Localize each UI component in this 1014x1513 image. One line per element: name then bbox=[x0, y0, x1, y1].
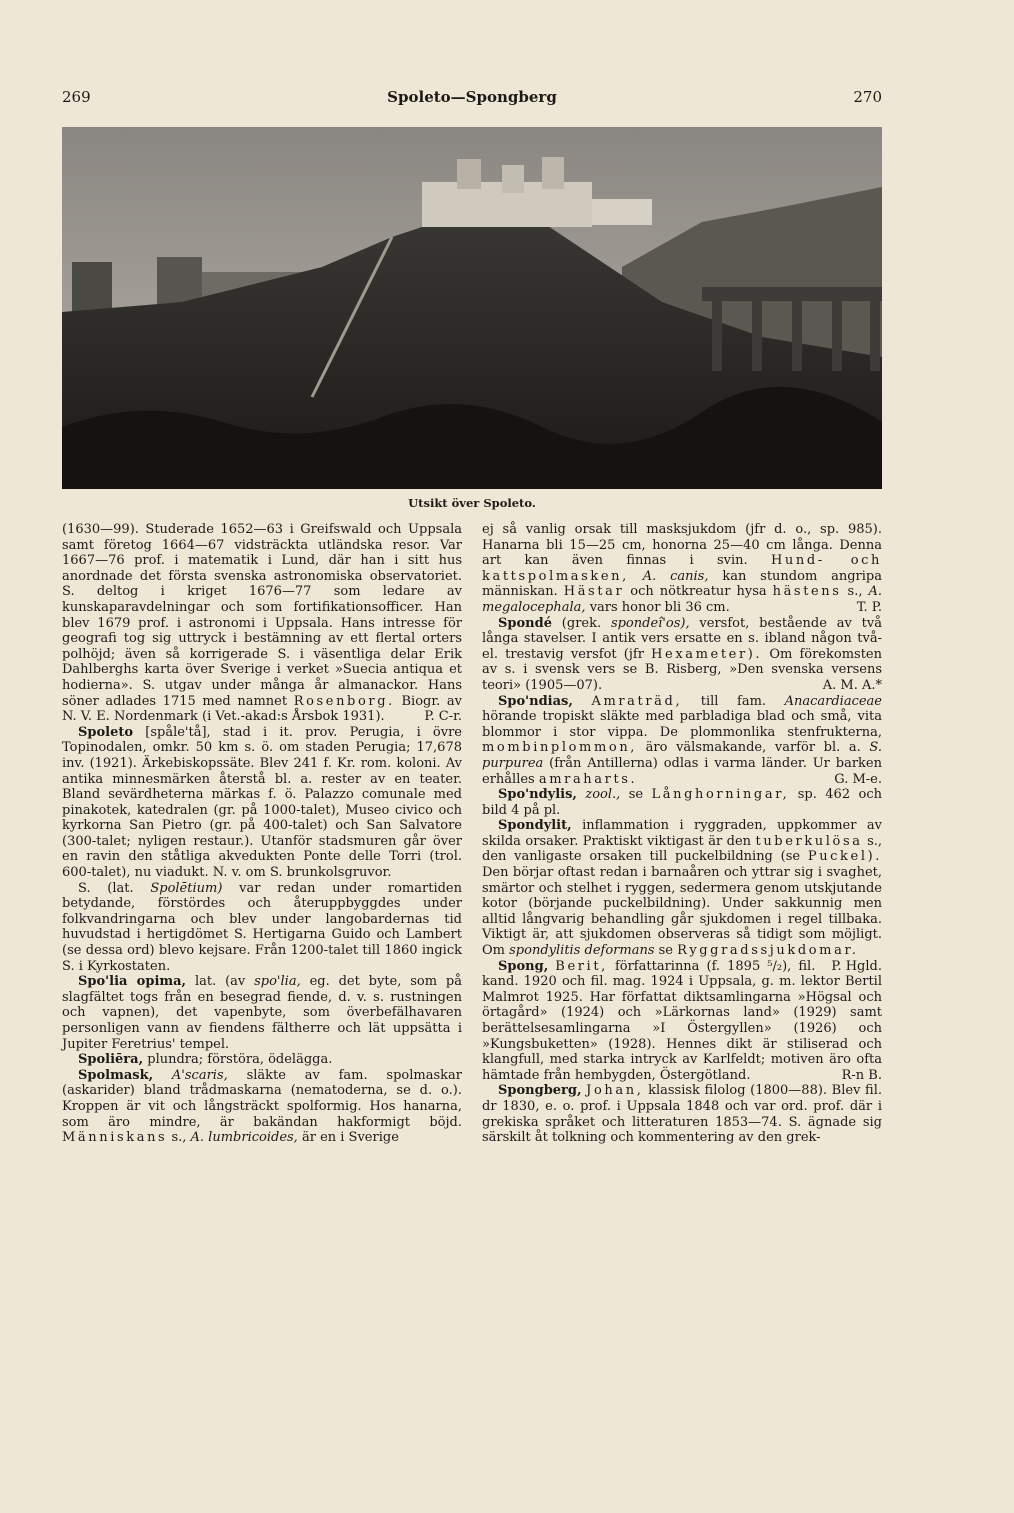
entry-spondylit: Spondylit, inflammation i ryggraden, uppkommer av skilda orsaker. Praktiskt viktigast är den tuberkulösa s., den vanligaste orsaken till puckelbildning (se Puckel). Den börjar oftast redan i barnaåren och yttrar sig i svaghet, smärtor och stelhet i ryggen, sedermera genom utskjutande kotor (börjande puckelbildning). Under sakkunnig men alltid långvarig behandling går sjukdomen i regel tillbaka. Viktigt är, att sjukdomen observeras så tidigt som möjligt. Om spondylitis deformans se Ryggradssjukdomar. P. Hgld. bbox=[482, 818, 882, 974]
left-column bbox=[62, 522, 462, 1146]
entry-spondias: Spo'ndias, Amraträd, till fam. Anacardiaceae hörande tropiskt släkte med parbladiga blad och små, vita blommor i stor vippa. De plommonlika stenfrukterna, mombinplommon, äro välsmakande, varför bl. a. S. purpurea (från Antillerna) odlas i varma länder. Ur barken erhålles amraharts. G. M-e. bbox=[482, 693, 882, 787]
entry-headword: Spo'ndylis, bbox=[498, 787, 577, 803]
entry-headword: Spongberg, bbox=[498, 1083, 582, 1099]
entry-headword: Spoliēra, bbox=[78, 1052, 144, 1068]
entry-spolia-opima: Spo'lia opima, lat. (av spo'lia, eg. det byte, som på slagfältet togs från en besegrad fiende, d. v. s. rustningen och vapnen), det vapenbyte, som överbefälhavaren personligen vann av fiendens fältherre och lät uppsätta i Jupiter Feretrius' tempel. bbox=[62, 974, 462, 1052]
entry-sponde: Spondé (grek. spondeî'os), versfot, bestående av två långa stavelser. I antik vers ersatte en s. ibland någon två- el. trestavig versfot (jfr Hexameter). Om förekomsten av s. i svensk vers se B. Risberg, »Den svenska versens teori» (1905—07). A. M. A.* bbox=[482, 615, 882, 693]
entry-spoleto: Spoleto [spåle'tå], stad i it. prov. Perugia, i övre Topinodalen, omkr. 50 km s. ö. om staden Perugia; 17,678 inv. (1921). Ärkebiskopssäte. Blev 241 f. Kr. rom. koloni. Av antika minnesmärken återstå bl. a. rester av en teater. Bland sevärdheterna märkas f. ö. Palazzo comunale med pinakotek, katedralen (gr. på 1000-talet), Museo civico och kyrkorna San Pietro (gr. på 400-talet) och San Salvatore (300-talet; nyligen restaur.). Utanför stadsmuren går över en ravin den ståtliga akvedukten Ponte delle Torri (trol. 600-talet), nu viadukt. N. v. om S. brunkolsgruvor. bbox=[62, 724, 462, 881]
entry-spong: Spong, Berit, författarinna (f. 1895 ⁵/₂), fil. kand. 1920 och fil. mag. 1924 i Uppsala, g. m. lektor Bertil Malmrot 1925. Har författat diktsamlingarna »Högsal och örtagård» (1924) och »Lärkornas land» (1929) samt berättelsesamlingarna »I Östergyllen» (1926) och »Kungsbuketten» (1928). Hennes dikt är stiliserad och klangfull, med starka intryck av Karlfeldt; motiven äro ofta hämtade från hembygden, Östergötland. R-n B. bbox=[482, 958, 882, 1083]
figure-caption: Utsikt över Spoleto. bbox=[408, 496, 536, 510]
entry-headword: Spondé bbox=[498, 615, 552, 631]
entry-headword: Spo'ndias, bbox=[498, 693, 573, 709]
entry-spoleto-history: S. (lat. Spolētium) var redan under romartiden betydande, förstördes och återuppbyggdes under folkvandringarna och blev under langobardernas tid huvudstad i hertigdömet S. Hertigarna Guido och Lambert (se dessa ord) blevo kejsare. Från 1200-talet till 1860 ingick S. i Kyrkostaten. bbox=[62, 880, 462, 974]
right-column bbox=[482, 522, 882, 1146]
spoleto-landscape-image bbox=[62, 127, 882, 489]
entry-spoliera: Spoliēra, plundra; förstöra, ödelägga. bbox=[78, 1052, 333, 1068]
author-signature: P. C-r. bbox=[424, 709, 462, 725]
continued-entry: ej så vanlig orsak till masksjukdom (jfr d. o., sp. 985). Hanarna bli 15—25 cm, honorna 25—40 cm långa. Denna art kan även finnas i svin. Hund- och kattspolmasken, A. canis, kan stundom angripa människan. Hästar och nötkreatur hysa hästens s., A. megalocephala, vars honor bli 36 cm. T. P. bbox=[482, 522, 883, 615]
continued-entry: (1630—99). Studerade 1652—63 i Greifswald och Uppsala samt företog 1664—67 vidsträckta utländska resor. Var 1667—76 prof. i matematik i Lund, där han i sitt hus anordnade det första svenska astronomiska observatoriet. S. deltog i kriget 1676—77 som ledare av kunskaparavdelningar och som fortifikationsofficer. Han blev 1679 prof. i astronomi i Uppsala. Hans intresse för geografi tog sig uttryck i bestämning av ett flertal orters polhöjd; även så korrigerade S. i väsentliga delar Erik Dahlberghs karta över Sverige i verket »Suecia antiqua et hodierna». S. utgav under många år almanackor. Hans söner adlades 1715 med namnet Rosenborg. Biogr. av N. V. E. Nordenmark (i Vet.-akad:s Årsbok 1931). P. C-r. bbox=[62, 522, 462, 725]
entry-spolmask: Spolmask, A'scaris, släkte av fam. spolmaskar (askarider) bland trådmaskarna (nematoderna, se d. o.). Kroppen är vit och långsträckt spolformig. Hos hanarna, som äro mindre, är bakändan hakformigt böjd. Människans s., A. lumbricoides, är en i Sverige bbox=[62, 1067, 462, 1146]
running-title: Spoleto—Spongberg bbox=[387, 88, 557, 106]
author-signature: A. M. A.* bbox=[822, 677, 882, 693]
entry-headword: Spong, bbox=[498, 958, 549, 974]
author-signature: T. P. bbox=[856, 599, 882, 615]
page-header bbox=[62, 88, 882, 112]
entry-headword: Spo'lia opima, bbox=[78, 974, 187, 990]
spoleto-photograph bbox=[62, 127, 882, 489]
author-signature: P. Hgld. bbox=[831, 958, 882, 974]
author-signature: R-n B. bbox=[841, 1067, 882, 1083]
author-signature: G. M-e. bbox=[834, 771, 882, 787]
entry-spondylis: Spo'ndylis, zool., se Långhorningar, sp. 462 och bild 4 på pl. bbox=[482, 787, 882, 818]
entry-headword: Spoleto bbox=[78, 724, 134, 740]
entry-spongberg: Spongberg, Johan, klassisk filolog (1800—88). Blev fil. dr 1830, e. o. prof. i Uppsala 1848 och var ord. prof. där i grekiska språket och litteraturen 1853—74. S. ägnade sig särskilt åt tolkning och kommentering av den grek- bbox=[482, 1083, 883, 1146]
page-number-right: 270 bbox=[853, 88, 882, 106]
entry-headword: Spolmask, bbox=[78, 1067, 154, 1083]
entry-headword: Spondylit, bbox=[498, 818, 572, 834]
page-number-left: 269 bbox=[62, 88, 91, 106]
